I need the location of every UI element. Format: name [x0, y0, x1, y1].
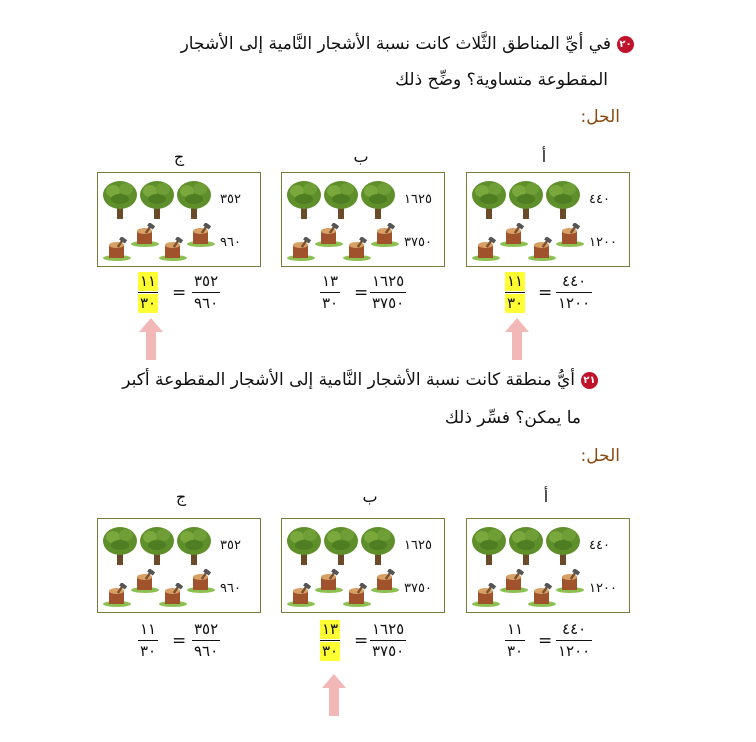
fraction-denominator: ٣٧٥٠	[372, 642, 405, 660]
stump-axe-icon	[527, 583, 557, 607]
stump-axe-icon	[314, 569, 344, 593]
stump-axe-icon	[471, 583, 501, 607]
tree-icon	[471, 179, 507, 219]
fraction-denominator: ١٢٠٠	[558, 642, 591, 660]
cut-count: ١٢٠٠	[589, 581, 617, 596]
fraction-bar	[370, 292, 406, 293]
q20-letter-c: ج	[173, 147, 185, 166]
fraction-bar	[138, 292, 158, 293]
fraction-numerator: ١١	[140, 620, 157, 638]
tree-icon	[286, 525, 322, 565]
q21-frac-c-original	[192, 620, 220, 661]
tree-icon-group	[286, 179, 397, 223]
q20-frac-c-simplified	[138, 272, 158, 313]
fraction-bar	[320, 292, 340, 293]
fraction-denominator: ١٢٠٠	[558, 294, 591, 312]
fraction-denominator: ٩٦٠	[194, 642, 219, 660]
q20-frac-a-original	[556, 272, 592, 313]
stump-axe-icon	[555, 569, 585, 593]
fraction-numerator: ١١	[140, 272, 157, 290]
stump-axe-icon-group	[286, 223, 398, 251]
q21-letter-a: أ	[543, 487, 549, 506]
q20-line2: المقطوعة متساوية؟ وضِّح ذلك	[395, 70, 608, 90]
tree-icon	[323, 179, 359, 219]
q21-frac-b-simplified	[320, 620, 340, 661]
fraction-numerator: ١٣	[322, 620, 339, 638]
fraction-denominator: ٣٠	[140, 294, 157, 312]
q21-letter-c: ج	[175, 487, 187, 506]
tree-icon	[176, 179, 212, 219]
up-arrow-icon	[505, 318, 529, 360]
tree-icon	[508, 525, 544, 565]
q21-line1	[122, 370, 598, 390]
fraction-denominator: ٣٠	[507, 294, 524, 312]
stump-axe-icon-group	[471, 569, 583, 597]
q20-panel-c	[97, 172, 261, 267]
fraction-bar	[556, 292, 592, 293]
cut-count: ١٢٠٠	[589, 235, 617, 250]
q20-letter-a: أ	[541, 147, 547, 166]
q20-frac-b-original	[370, 272, 406, 313]
tree-icon	[102, 525, 138, 565]
q21-solution-label: الحل:	[580, 446, 620, 466]
q20-frac-b-simplified	[320, 272, 340, 313]
tree-icon	[471, 525, 507, 565]
grown-count: ١٦٢٥	[404, 538, 432, 553]
q21-letter-b: ب	[362, 487, 378, 506]
stump-axe-icon-group	[471, 223, 583, 251]
q21-text-line1: أيُّ منطقة كانت نسبة الأشجار النَّامية إلى الأشجار المقطوعة أكبر	[122, 370, 575, 390]
stump-axe-icon	[527, 237, 557, 261]
fraction-numerator: ٤٤٠	[562, 272, 587, 290]
tree-icon	[545, 525, 581, 565]
cut-count: ٩٦٠	[220, 235, 241, 250]
stump-axe-icon	[158, 583, 188, 607]
tree-icon	[139, 525, 175, 565]
equals-sign: =	[354, 631, 369, 651]
tree-icon	[360, 179, 396, 219]
cut-count: ٣٧٥٠	[404, 235, 432, 250]
fraction-numerator: ١١	[507, 620, 524, 638]
stump-axe-icon	[499, 569, 529, 593]
stump-axe-icon	[499, 223, 529, 247]
stump-axe-icon	[555, 223, 585, 247]
up-arrow-icon	[139, 318, 163, 360]
grown-count: ١٦٢٥	[404, 192, 432, 207]
stump-axe-icon	[186, 223, 216, 247]
fraction-bar	[370, 640, 406, 641]
stump-axe-icon	[370, 223, 400, 247]
stump-axe-icon	[286, 237, 316, 261]
stump-axe-icon	[370, 569, 400, 593]
grown-count: ٤٤٠	[589, 192, 610, 207]
q20-number-badge: ٢٠	[617, 36, 634, 53]
fraction-bar	[138, 640, 158, 641]
cut-count: ٩٦٠	[220, 581, 241, 596]
q21-line2: ما يمكن؟ فسِّر ذلك	[444, 408, 581, 428]
up-arrow-icon	[322, 674, 346, 716]
tree-icon-group	[471, 179, 582, 223]
tree-icon-group	[102, 179, 213, 223]
grown-count: ٣٥٢	[220, 192, 241, 207]
fraction-numerator: ١٣	[322, 272, 339, 290]
fraction-denominator: ٣٠	[507, 642, 524, 660]
stump-axe-icon	[314, 223, 344, 247]
stump-axe-icon-group	[286, 569, 398, 597]
q20-solution-label: الحل:	[580, 107, 620, 127]
tree-icon	[360, 525, 396, 565]
equals-sign: =	[538, 283, 553, 303]
fraction-numerator: ٣٥٢	[194, 272, 219, 290]
q21-frac-c-simplified	[138, 620, 158, 661]
stump-axe-icon	[130, 569, 160, 593]
tree-icon	[545, 179, 581, 219]
stump-axe-icon	[342, 237, 372, 261]
q21-panel-b	[281, 518, 445, 613]
stump-axe-icon-group	[102, 569, 214, 597]
q21-panel-a	[466, 518, 630, 613]
q21-number-badge: ٢١	[581, 372, 598, 389]
q20-panel-a	[466, 172, 630, 267]
tree-icon	[176, 525, 212, 565]
fraction-bar	[556, 640, 592, 641]
fraction-denominator: ٩٦٠	[194, 294, 219, 312]
q21-frac-a-original	[556, 620, 592, 661]
fraction-denominator: ٣٧٥٠	[372, 294, 405, 312]
fraction-bar	[192, 640, 220, 641]
fraction-numerator: ٣٥٢	[194, 620, 219, 638]
tree-icon-group	[286, 525, 397, 569]
q20-letter-b: ب	[353, 147, 369, 166]
q20-line1	[181, 34, 634, 54]
stump-axe-icon	[342, 583, 372, 607]
fraction-bar	[192, 292, 220, 293]
stump-axe-icon	[471, 237, 501, 261]
tree-icon-group	[102, 525, 213, 569]
stump-axe-icon	[102, 583, 132, 607]
tree-icon	[323, 525, 359, 565]
tree-icon	[139, 179, 175, 219]
fraction-denominator: ٣٠	[140, 642, 157, 660]
tree-icon-group	[471, 525, 582, 569]
q20-text-line1: في أيِّ المناطق الثَّلاث كانت نسبة الأشجار النَّامية إلى الأشجار	[180, 34, 611, 54]
fraction-denominator: ٣٠	[322, 294, 339, 312]
fraction-bar	[505, 640, 525, 641]
fraction-numerator: ١٦٢٥	[372, 620, 405, 638]
stump-axe-icon-group	[102, 223, 214, 251]
stump-axe-icon	[102, 237, 132, 261]
fraction-bar	[320, 640, 340, 641]
stump-axe-icon	[286, 583, 316, 607]
equals-sign: =	[354, 283, 369, 303]
tree-icon	[286, 179, 322, 219]
fraction-denominator: ٣٠	[322, 642, 339, 660]
grown-count: ٣٥٢	[220, 538, 241, 553]
q20-frac-a-simplified	[505, 272, 525, 313]
fraction-bar	[505, 292, 525, 293]
grown-count: ٤٤٠	[589, 538, 610, 553]
q20-panel-b	[281, 172, 445, 267]
equals-sign: =	[538, 631, 553, 651]
equals-sign: =	[172, 631, 187, 651]
q21-frac-b-original	[370, 620, 406, 661]
stump-axe-icon	[158, 237, 188, 261]
cut-count: ٣٧٥٠	[404, 581, 432, 596]
q21-panel-c	[97, 518, 261, 613]
q20-frac-c-original	[192, 272, 220, 313]
q21-frac-a-simplified	[505, 620, 525, 661]
fraction-numerator: ١٦٢٥	[372, 272, 405, 290]
fraction-numerator: ٤٤٠	[562, 620, 587, 638]
tree-icon	[508, 179, 544, 219]
stump-axe-icon	[186, 569, 216, 593]
equals-sign: =	[172, 283, 187, 303]
fraction-numerator: ١١	[507, 272, 524, 290]
tree-icon	[102, 179, 138, 219]
stump-axe-icon	[130, 223, 160, 247]
